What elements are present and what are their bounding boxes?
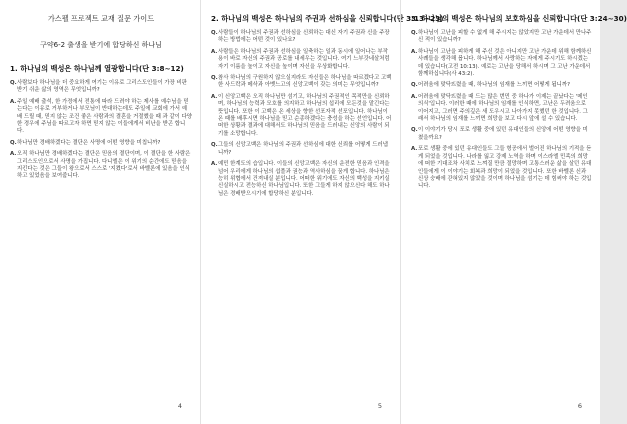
page-number: 6 <box>577 402 582 410</box>
question-item: Q. 하나님이 고난을 피할 수 없게 해 주시지는 않았지만 고난 가운데서 만나주신 적이 있습니까? <box>411 30 592 44</box>
page-4 <box>0 0 200 424</box>
page-5 <box>200 0 444 424</box>
question-item: Q. 하나님만 경배하겠다는 결단은 사명에 어떤 영향을 미칩니까? <box>10 139 161 146</box>
lesson-title: 구약6-2 출생을 받기에 합당하신 하나님 <box>40 41 162 49</box>
answer-item: A. 어려움에 맞닥뜨렸을 때 드는 많은 번민 중 하나가 이제는 끝났다는 '메인 의식'입니다. 이러한 때에 하나님의 임재를 인식하면, 고난은 두려움으로 이어지고, 그러면 주의깊은 새 도우시고 나아가지 못했던 한 것입니다. 그래서 하나님의 임재를 느끼면 희망을 보고 다시 앞에 설 수 있습니다. <box>411 93 588 123</box>
answer-item: A. 예민 한계도의 습입니다. 이들의 신앙고백은 자신의 운전한 믿음과 인격을 넘어 우리에게 하나님의 섭풀과 권능과 역사하심을 꿈게 합니다. 하나님은 능히 위협에서 건져내실 분입니다. 어떠한 위기에도 자신의 백성을 지키실 신실하시고 전능하신 하나님입니다. 또한 그들게 하지 않으신다 해도 하나님은 경배받으시기에 합당하신 분입니다. <box>211 161 390 197</box>
answer-item: A. 오직 하나님만 경배하겠다는 결단은 믿음의 결단이며, 이 결단을 한 사람은 그리스도인으로서 사명을 가집니다. 다니엘은 이 위기의 순간에도 믿음을 지킨다는 것은 그들이 왕으로서 스스로 '지켰다'로서 바벨론에 있음을 인식하고 있었음을 보여줍니다. <box>10 151 191 180</box>
section-heading: 1. 하나님의 백성은 하나님께 열광합니다(단 3:8~12) <box>10 64 184 73</box>
question-item: Q. 이 이야기가 당시 포로 생활 중에 있던 유대인들의 신앙에 어떤 영향을 미쳤을까요? <box>411 127 588 141</box>
answer-item: A. 이 신앙고백은 오직 하나님만 섬기고, 하나님의 주권적인 목적만을 신뢰하며, 하나님의 능력과 모호를 의지하고 하나님의 섭리에 모든것을 맡긴다는 뜻입니다. 또한 이 고백은 온 세상을 향한 선포자적 선포입니다. 하나님이 온 때를 배후시면 하나님을 믿고 순종하겠다는 충성을 하는 선언입니다. 어떠한 상황과 결과에 대해서도 하나님의 믿음을 드러내는 신앙의 사람이 되기를 소망합니다. <box>211 93 392 137</box>
answer-item: A. 사람들은 하나님의 주권과 선하심을 일축하는 일과 동시에 일어나는 부작용이 바로 자신의 주권과 공로를 내세우는 것입니다. 여기 느부갓네살처럼 자기 이름을 높이고 자신을 높이며 자신을 우상화합니다. <box>211 48 390 70</box>
answer-item: A. 포로 생활 중에 있던 유대인들도 그들 형공에서 벌어진 하나님의 기적을 듣게 되었을 것입니다. 나라를 잃고 강제 노역을 하며 이스라엘 민족의 희망에 떠한 기대조차 사치로 느껴질 만큼 절망하며 고통스러운 삶을 살던 유대인들에게 이 이야기는 회복과 희망이 되었을 것입니다. 또한 바벨론 신과 신상 숭배에 갇혀있지 않았을 것이며 하나님을 섬기는 데 힘써야 하는 것입니다. <box>411 146 592 190</box>
answer-item: A. 하나님이 고난을 피하게 해 주신 것은 아니지만 고난 가운데 위해 함께하신 사례들을 생각해 봅니다. 하나님께서 사랑하는 자에게 주시기도 하시겠는데 있습니다(고전 10:13). 예로는 고난을 당해서 하시며 그 고난 가운데서 함께하십니다(사 43:2). <box>411 48 592 78</box>
document-header: 가스펠 프로젝트 교재 질문 가이드 <box>47 14 155 23</box>
section-heading: 3. 하나님의 백성은 하나님의 보호하심을 신뢰합니다(단 3:24~30) <box>411 14 627 23</box>
question-item: Q. 사람들이 하나님의 주권과 선하심을 신뢰하는 대신 자기 주권과 신을 주장하는 방법에는 어떤 것이 있나요? <box>211 30 390 44</box>
answer-item: A. 주일 예배 출석, 한 가정에서 전통에 따라 드려야 하는 제사를 예수님을 믿는다는 이유로 거부하거나 부모님이 반대하는데도 주일에 교회에 가서 예배 드릴 때, 믿지 않는 조건 좋은 사람과의 결혼을 거절했을 때 과 같이 다양한 경우에 주님을 따르고자 하면 믿지 않는 이들에게서 비난을 받곤 합니다. <box>10 98 193 135</box>
question-item: Q. 사람보다 하나님을 더 중요하게 여기는 이유로 그리스도인들이 가장 비판받기 쉬운 삶의 영역은 무엇입니까? <box>10 80 187 94</box>
question-item: Q. 그들의 신앙고백은 하나님의 주권과 선하심에 대한 신뢰를 어떻게 드러냅니까? <box>211 142 388 156</box>
question-item: Q. 참사 하나님의 구원하지 않으실지라도 자신들은 하나님을 따르겠다고 고백한 사드락과 메삭과 아벳느고의 신앙고백이 갖는 의미는 무엇입니까? <box>211 75 392 89</box>
page-number: 5 <box>377 402 382 410</box>
page-number: 4 <box>177 402 182 410</box>
page-6 <box>400 0 627 424</box>
section-heading: 2. 하나님의 백성은 하나님의 주권과 선하심을 신뢰합니다(단 3:13~23) <box>211 14 444 23</box>
question-item: Q. 어려움에 맞닥뜨렸을 때, 하나님의 임재를 느끼면 어떻게 됩니까? <box>411 82 570 89</box>
